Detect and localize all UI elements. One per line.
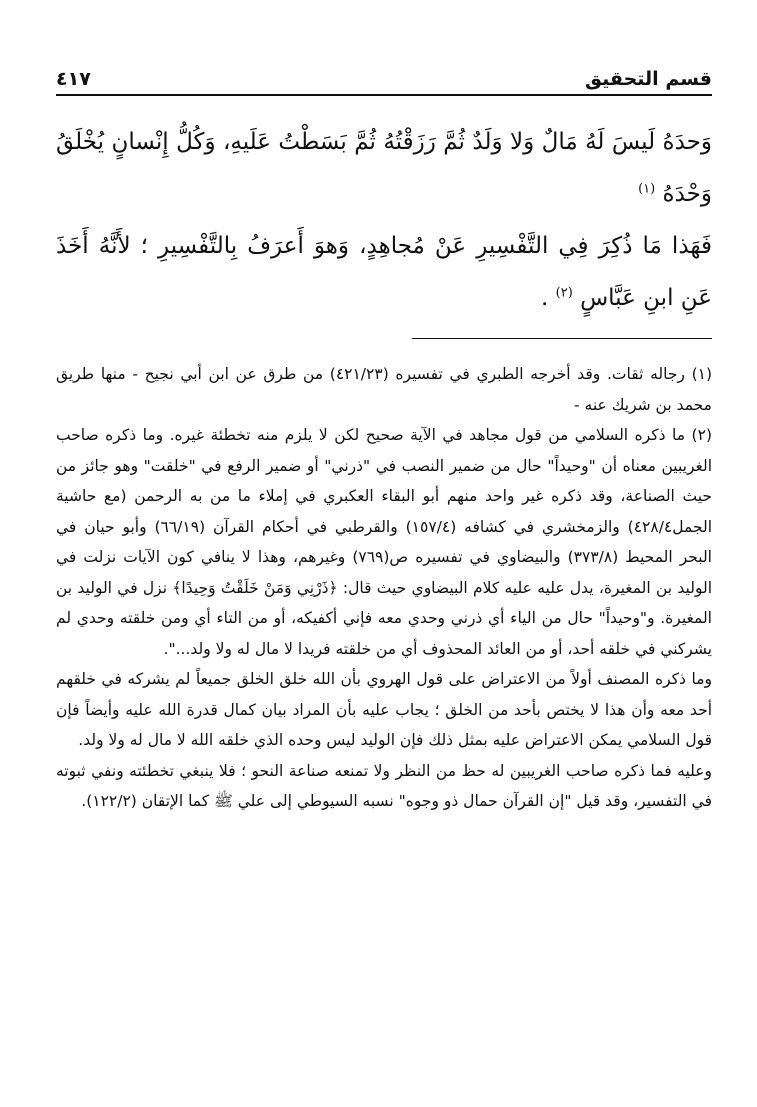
section-title: قسم التحقيق: [585, 68, 712, 90]
main-paragraph-text: فَهَذا مَا ذُكِرَ فِي التَّفْسِيرِ عَنْ مُجاهِدٍ، وَهوَ أَعرَفُ بِالتَّفْسِيرِ ؛ لأَنَّهُ أَخَذَ عَنِ ابنِ عَبَّاسٍ: [56, 233, 712, 311]
page-header: [56, 60, 712, 92]
footnote-ref: (٢): [555, 285, 573, 301]
main-text: [56, 116, 712, 324]
main-paragraph: [56, 220, 712, 324]
document-page: [56, 60, 712, 1080]
page-number: ٤١٧: [56, 68, 91, 90]
footnotes: [56, 359, 712, 817]
footnote-2: (٢) ما ذكره السلامي من قول مجاهد في الآية صحيح لكن لا يلزم منه تخطئة غيره. وما ذكره صاحب الغريبين معناه أن "وحيداً" حال من ضمير النصب في "ذرني" أو ضمير الرفع في "خلقت" وهو جائز من حيث الصناعة، وقد ذكره غير واحد منهم أبو البقاء العكبري في إملاء ما من به الرحمن (مع حاشية الجمل٤٢٨/٤) والزمخشري في كشافه (١٥٧/٤) والقرطبي في أحكام القرآن (٦٦/١٩) وأبو حيان في البحر المحيط (٣٧٣/٨) والبيضاوي في تفسيره ص(٧٦٩) وغيرهم، وهذا لا ينافي كون الآيات نزلت في الوليد بن المغيرة، يدل عليه عليه كلام البيضاوي حيث قال: ﴿ذَرْنِي وَمَنْ خَلَقْتُ وَحِيدًا﴾ نزل في الوليد بن المغيرة. و"وحيداً" حال من الياء أي ذرني وحدي معه فإني أكفيكه، أو من التاء أي ومن خلقته وحدي لم يشركني في خلقه أحد، أو من العائد المحذوف أي من خلقته فريدا لا مال له ولا ولد...".: [56, 426, 712, 658]
footnote-divider: [412, 338, 712, 339]
main-paragraph-text: وَحدَهُ لَيسَ لَهُ مَالٌ وَلا وَلَدٌ ثُمَّ رَزَقْتُهُ ثُمَّ بَسَطْتُ عَلَيهِ، وَكُلُّ إِنْسانٍ يُخْلَقُ وَحْدَهُ: [56, 129, 712, 207]
header-divider: [56, 94, 712, 96]
footnote-1: (١) رجاله ثقات. وقد أخرجه الطبري في تفسيره (٤٢١/٢٣) من طرق عن ابن أبي نجيح - منها طريق محمد بن شريك عنه -: [56, 365, 713, 414]
footnote-2-paragraph: وعليه فما ذكره صاحب الغريبين له حظ من النظر ولا تمنعه صناعة النحو ؛ فلا ينبغي تخطئته ونفي ثبوته في التفسير، وقد قيل "إن القرآن حمال ذو وجوه" نسبه السيوطي إلى علي ﷺ كما الإتقان (١٢٢/٢).: [56, 761, 712, 810]
footnote-2-paragraph: وما ذكره المصنف أولاً من الاعتراض على قول الهروي بأن الله خلق الخلق جميعاً لم يشركه في خلقهم أحد معه وأن هذا لا يختص بأحد من الخلق ؛ يجاب عليه بأن المراد بيان كمال قدرة الله عليه وأيضاً فإن قول السلامي يمكن الاعتراض عليه بمثل ذلك فإن الوليد ليس وحده الذي خلقه الله لا مال له ولا ولد.: [56, 670, 712, 749]
main-paragraph: [56, 116, 712, 220]
paragraph-end-mark: .: [541, 285, 549, 311]
footnote-ref: (١): [638, 181, 656, 197]
